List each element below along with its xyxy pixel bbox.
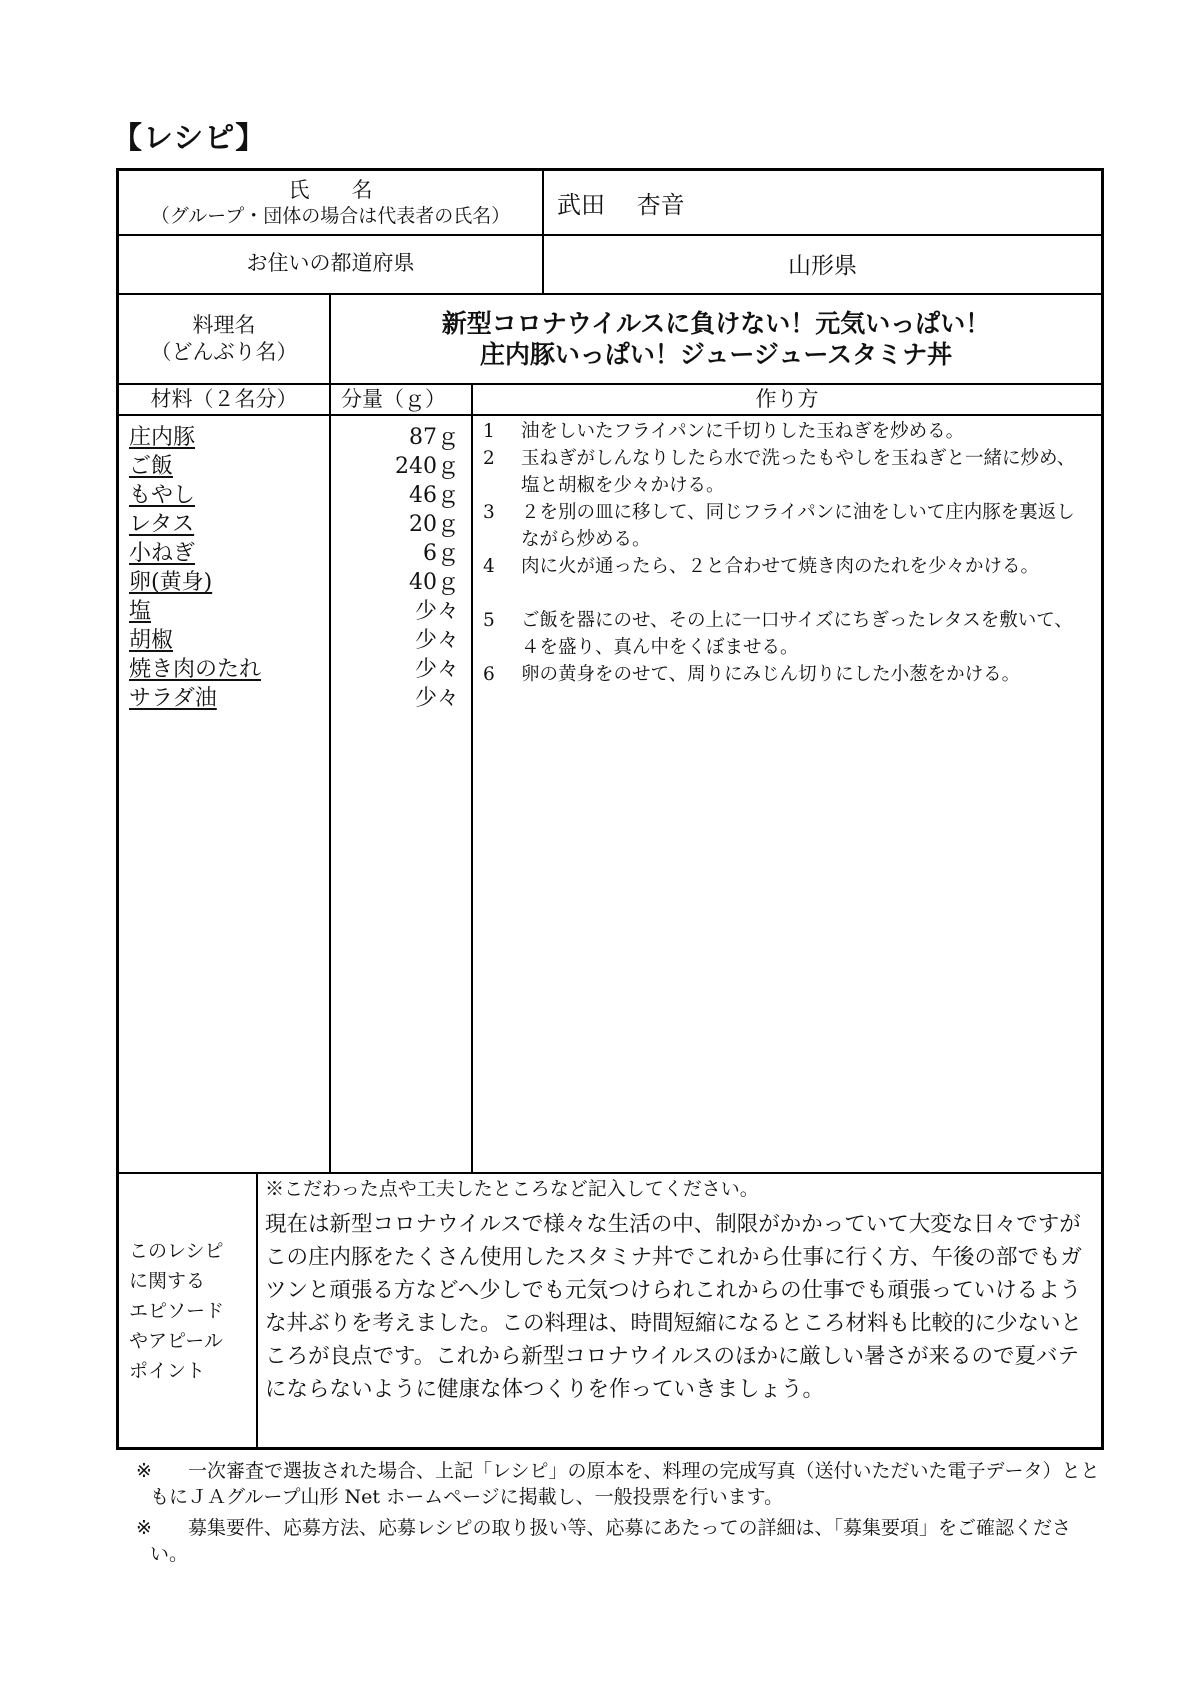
- ingredient-amount: 46ｇ: [409, 483, 459, 508]
- name-sublabel: （グループ・団体の場合は代表者の氏名）: [150, 205, 511, 227]
- step-text: 卵の黄身をのせて、周りにみじん切りにした小葱をかける。: [521, 664, 1021, 685]
- divider: [119, 1172, 1101, 1174]
- ingredient-name: もやし: [129, 483, 196, 508]
- notice-text: 一次審査で選抜された場合、上記「レシピ」の原本を、料理の完成写真（送付いただいた電子データ）とともにＪＡグループ山形 Net ホームページに掲載し、一般投票を行います。: [150, 1460, 1100, 1508]
- name-label: 氏 名: [288, 178, 373, 202]
- episode-label: [119, 1236, 224, 1386]
- step-text: ご飯を器にのせ、その上に一口サイズにちぎったレタスを敷いて、４を盛り、真ん中をくぼませる。: [521, 610, 1073, 658]
- ingredient-amount: 少々: [414, 599, 459, 624]
- prefecture-value: 山形県: [788, 253, 857, 279]
- dish-label-cell: [119, 295, 329, 383]
- step-text: ２を別の皿に移して、同じフライパンに油をしいて庄内豚を裏返しながら炒める。: [521, 502, 1075, 550]
- method-header: 作り方: [755, 387, 819, 411]
- notice-text: 募集要件、応募方法、応募レシピの取り扱い等、応募にあたっての詳細は、「募集要項」をご確認ください。: [150, 1517, 1072, 1565]
- step-text: 玉ねぎがしんなりしたら水で洗ったもやしを玉ねぎと一緒に炒め、塩と胡椒を少々かける。: [521, 448, 1076, 496]
- step-number: 5: [483, 610, 495, 631]
- dish-label: 料理名: [192, 313, 256, 337]
- dish-sublabel: （どんぶり名）: [150, 340, 298, 364]
- name-label-cell: [119, 171, 542, 234]
- name-value: 武田 杏音: [557, 191, 685, 219]
- step-number: 1: [483, 421, 495, 442]
- ingredient-name: 塩: [129, 599, 152, 624]
- ingredient-amount: 少々: [414, 628, 459, 653]
- ingredient-name: 卵(黄身): [129, 570, 213, 595]
- step-number: 6: [483, 664, 495, 685]
- dish-name-line2: 庄内豚いっぱい！ジュージュースタミナ丼: [479, 340, 953, 369]
- step-text: 肉に火が通ったら、２と合わせて焼き肉のたれを少々かける。: [521, 556, 1040, 577]
- dish-name-cell: [331, 295, 1101, 383]
- ingredient-name: 小ねぎ: [129, 541, 196, 566]
- ingredient-name: サラダ油: [129, 686, 217, 711]
- amount-list: [331, 416, 471, 1172]
- divider: [256, 1172, 258, 1447]
- ingredient-name: ご飯: [129, 454, 174, 479]
- ingredient-amount: 6ｇ: [423, 541, 459, 566]
- step-number: 2: [483, 448, 495, 469]
- ingredients-header: 材料（２名分）: [150, 387, 298, 411]
- dish-name-line1: 新型コロナウイルスに負けない！元気いっぱい！: [441, 309, 991, 338]
- ingredient-name: 胡椒: [129, 628, 174, 653]
- ingredient-amount: 20ｇ: [409, 512, 459, 537]
- step-text: 油をしいたフライパンに千切りした玉ねぎを炒める。: [521, 421, 965, 442]
- episode-label-line: に関する: [129, 1269, 206, 1292]
- ingredient-amount: 240ｇ: [395, 454, 459, 479]
- step-number: 3: [483, 502, 495, 523]
- prefecture-label: お住いの都道府県: [246, 251, 415, 275]
- recipe-form: [116, 168, 1104, 1450]
- ingredient-amount: 87ｇ: [409, 425, 459, 450]
- episode-label-cell: [119, 1174, 256, 1447]
- page-heading: 【レシピ】: [112, 121, 267, 156]
- episode-note: ※こだわった点や工夫したところなど記入してください。: [265, 1178, 759, 1200]
- ingredient-amount: 少々: [414, 657, 459, 682]
- ingredients-list: [119, 416, 329, 1172]
- step-number: 4: [483, 556, 495, 577]
- ingredient-name: レタス: [129, 512, 195, 537]
- ingredient-name: 庄内豚: [129, 425, 196, 450]
- episode-label-line: エピソード: [129, 1299, 225, 1322]
- ingredient-name: 焼き肉のたれ: [129, 657, 262, 682]
- ingredient-amount: 40ｇ: [409, 570, 459, 595]
- episode-label-line: ポイント: [129, 1359, 206, 1382]
- episode-label-line: このレシピ: [129, 1239, 224, 1262]
- notice-mark: ※: [136, 1460, 152, 1482]
- ingredient-amount: 少々: [414, 686, 459, 711]
- method-list: [473, 416, 1101, 1172]
- episode-label-line: やアピール: [129, 1329, 223, 1352]
- amount-header: 分量（ｇ）: [341, 387, 446, 411]
- notice-mark: ※: [136, 1517, 152, 1539]
- episode-text: 現在は新型コロナウイルスで様々な生活の中、制限がかかっていて大変な日々ですがこの庄内豚をたくさん使用したスタミナ丼でこれから仕事に行く方、午後の部でもガツンと頑張る方などへ少しでも元気つけられこれからの仕事でも頑張っていけるような丼ぶりを考えました。この料理は、時間短縮になるところ材料も比較的に少ないところが良点です。これから新型コロナウイルスのほかに厳しい暑さが来るので夏バテにならないように健康な体つくりを作っていきましょう。: [265, 1212, 1083, 1402]
